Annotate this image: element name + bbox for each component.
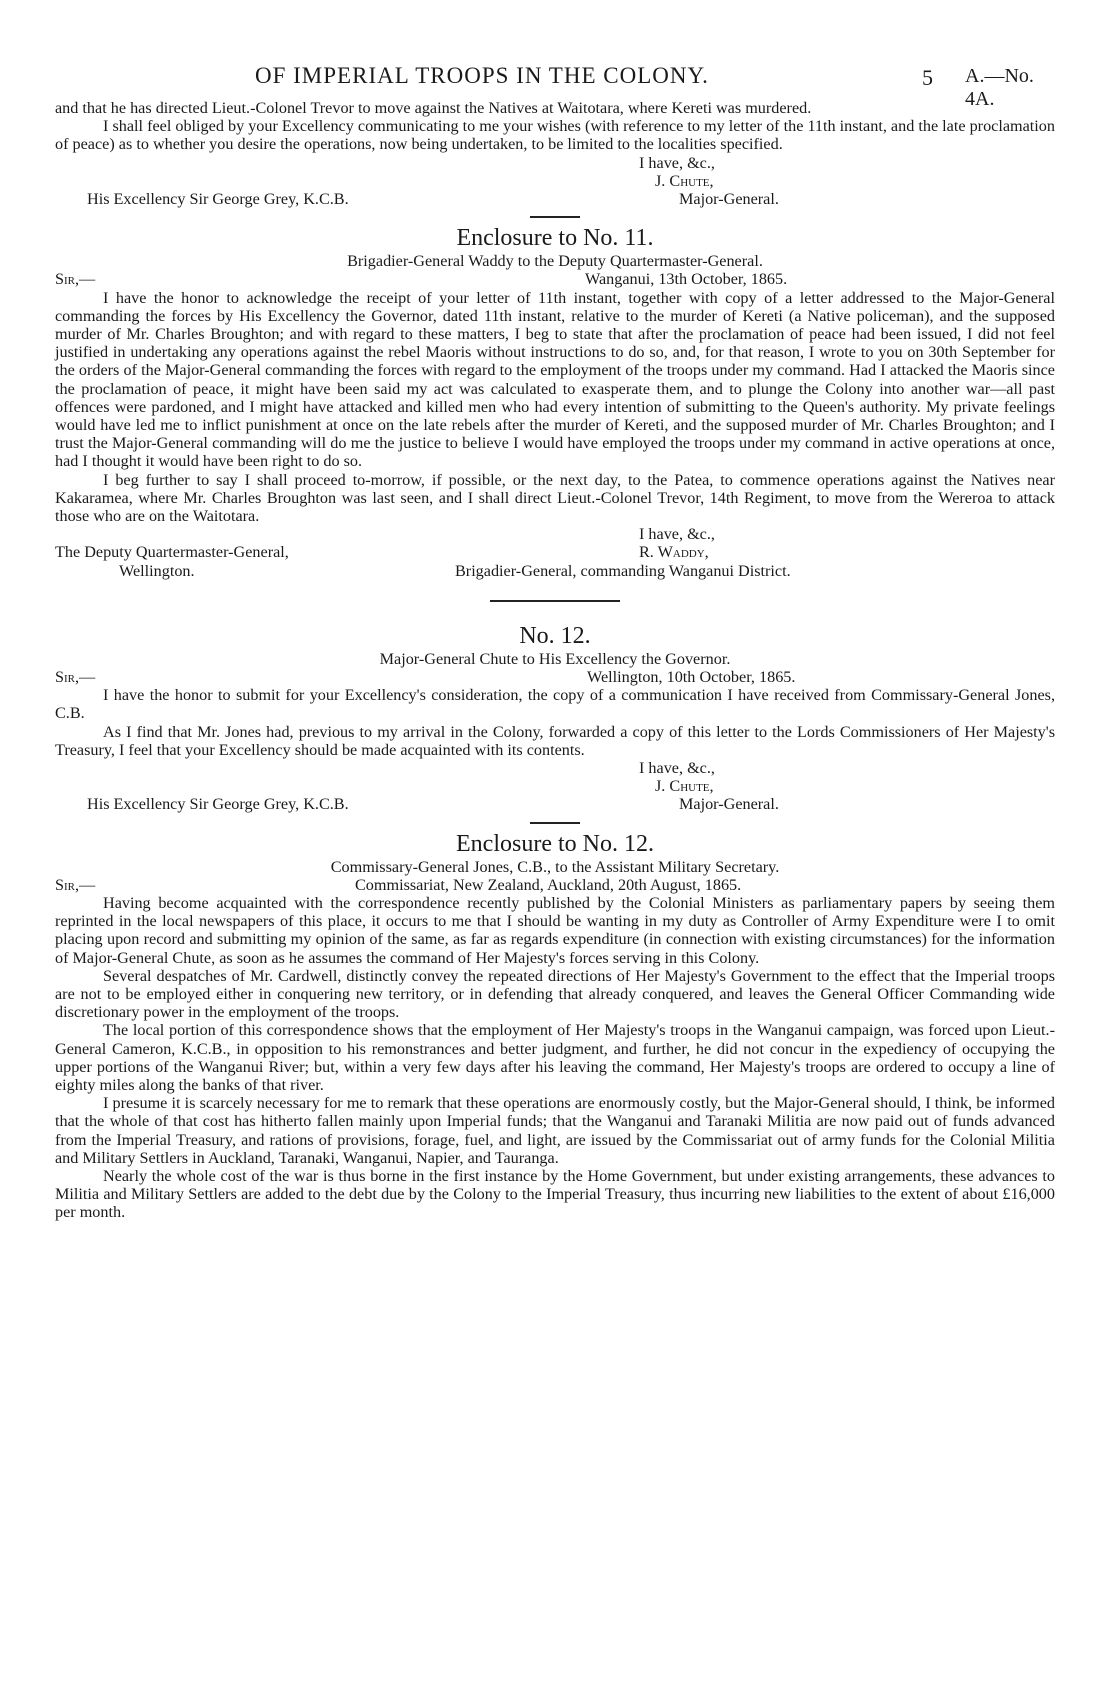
closing: I have, &c., [639,758,715,777]
closing-row [55,759,1055,777]
salutation-row [55,876,1055,894]
salutation: Sir,— [55,667,96,686]
signature-row [55,172,1055,190]
section-heading: Enclosure to No. 12. [456,830,654,857]
rank: Major-General. [679,795,779,814]
salutation: Sir,— [55,270,96,289]
addressee: His Excellency Sir George Grey, K.C.B. [87,795,349,814]
letter-paragraph: I have the honor to submit for your Excellency's consideration, the copy of a communication I have received from Commissary-General Jones, C.B. [55,686,1055,723]
signature: J. Chute, [655,777,714,796]
section-divider [490,600,620,602]
closing: I have, &c., [639,525,715,544]
section-heading: No. 12. [519,622,591,649]
letter-paragraph: I have the honor to acknowledge the receipt of your letter of 11th instant, together with copy of a letter addressed to the Major-General commanding the forces by His Excellency the Governor, dated 11th instant, relative to the murder of Kereti (a Native policeman), and the supposed murder of Mr. Charles Broughton; and with regard to these matters, I beg to state that after the proclamation of peace had been issued, I did not feel justified in undertaking any operations against the rebel Maoris without instructions to do so, and, for that reason, I wrote to you on 30th September for the orders of the Major-General commanding the forces with regard to the employment of the troops under my command. Had I attacked the Maoris since the proclamation of peace, it might have been said my act was calculated to exasperate them, and to plunge the Colony into another war—all past offences were pardoned, and I might have attacked and killed men who had every intention of submitting to the Queen's authority. My private feelings would have led me to inflict punishment at once on the late rebels after the murder of Kereti, and the supposed murder of Mr. Charles Broughton; and I trust the Major-General commanding will do me the justice to believe I would have employed the troops under my command in active operations at once, had I thought it would have been right to do so. [55,288,1055,471]
closing-row [55,562,1055,580]
signature-row [55,777,1055,795]
place-date: Wellington, 10th October, 1865. [587,667,796,686]
page-number: 5 [922,65,933,90]
document-reference: A.—No. 4A. [965,65,1034,110]
document-page [55,55,1055,1222]
salutation-row [55,668,1055,686]
place-date: Commissariat, New Zealand, Auckland, 20th August, 1865. [355,875,742,894]
closing-row [55,154,1055,172]
letter-paragraph: Several despatches of Mr. Cardwell, distinctly convey the repeated directions of Her Majesty's Government to the effect that the Imperial troops are not to be employed either in conquering new territory, or in defending that already conquered, and leaves the General Officer Commanding wide discretionary power in the employment of the troops. [55,966,1055,1022]
addressee: The Deputy Quartermaster-General, [55,543,289,562]
closing-row [55,543,1055,561]
letter-paragraph: and that he has directed Lieut.-Colonel Trevor to move against the Natives at Waitotara, where Kereti was murdered. [55,99,812,117]
salutation-row [55,270,1055,288]
rank: Brigadier-General, commanding Wanganui District. [455,561,791,580]
letter-paragraph: I beg further to say I shall proceed to-morrow, if possible, or the next day, to the Patea, to commence operations against the Natives near Kakaramea, where Mr. Charles Broughton was last seen, and I shall direct Lieut.-Colonel Trevor, 14th Regiment, to move from the Wereroa to attack those who are on the Waitotara. [55,470,1055,525]
section-divider [530,216,580,218]
signature: R. Waddy, [639,543,709,562]
addressee: His Excellency Sir George Grey, K.C.B. [87,189,349,208]
salutation: Sir,— [55,875,96,894]
letter-paragraph: I presume it is scarcely necessary for me to remark that these operations are enormously costly, but the Major-General should, I think, be informed that the whole of that cost has hitherto fallen mainly upon Imperial funds; that the Wanganui and Taranaki Militia are now paid out of funds advanced from the Imperial Treasury, and rations of provisions, forage, fuel, and light, are issued by the Commissariat out of army funds for the Colonial Militia and Military Settlers in Auckland, Taranaki, Wanganui, Napier, and Tauranga. [55,1094,1055,1167]
letter-paragraph: Nearly the whole cost of the war is thus borne in the first instance by the Home Government, but under existing arrangements, these advances to Militia and Military Settlers are added to the debt due by the Colony to the Imperial Treasury, thus incurring new liabilities to the extent of about £16,000 per month. [55,1166,1055,1222]
closing-row [55,525,1055,543]
section-subheading: Commissary-General Jones, C.B., to the Assistant Military Secretary. [330,857,780,876]
section-heading: Enclosure to No. 11. [456,225,654,252]
letter-paragraph: Having become acquainted with the correspondence recently published by the Colonial Ministers as parliamentary papers by seeing them reprinted in the local newspapers of this place, it occurs to me that I should be wanting in my duty as Controller of Army Expenditure were I to omit placing upon record and submitting my opinion of the same, as far as regards expenditure (in connection with existing circumstances) for the information of Major-General Chute, as soon as he assumes the command of Her Majesty's forces serving in this Colony. [55,893,1055,967]
letter-paragraph: As I find that Mr. Jones had, previous to my arrival in the Colony, forwarded a copy of this letter to the Lords Commissioners of Her Majesty's Treasury, I feel that your Excellency should be made acquainted with its contents. [55,722,1055,759]
section-divider [530,822,580,824]
rank: Major-General. [679,189,779,208]
closing: I have, &c., [639,153,715,172]
letter-paragraph: The local portion of this correspondence shows that the employment of Her Majesty's troops in the Wanganui campaign, was forced upon Lieut.-General Cameron, K.C.B., in opposition to his remonstrances and better judgment, and further, he did not concur in the expediency of occupying the upper portions of the Wanganui River; but, within a very few days after his leaving the command, Her Majesty's troops are ordered to occupy a line of eighty miles along the banks of that river. [55,1021,1055,1094]
letter-paragraph: I shall feel obliged by your Excellency communicating to me your wishes (with reference to my letter of the 11th instant, and the late proclamation of peace) as to whether you desire the operations, now being undertaken, to be limited to the localities specified. [55,117,1055,154]
signature: J. Chute, [655,171,714,190]
addressee-row [55,190,1055,208]
addressee-row [55,795,1055,813]
addressee-city: Wellington. [119,561,195,580]
section-subheading: Brigadier-General Waddy to the Deputy Quartermaster-General. [347,252,763,271]
place-date: Wanganui, 13th October, 1865. [585,270,788,289]
section-subheading: Major-General Chute to His Excellency the Governor. [379,649,731,668]
running-title: OF IMPERIAL TROOPS IN THE COLONY. [255,63,709,88]
